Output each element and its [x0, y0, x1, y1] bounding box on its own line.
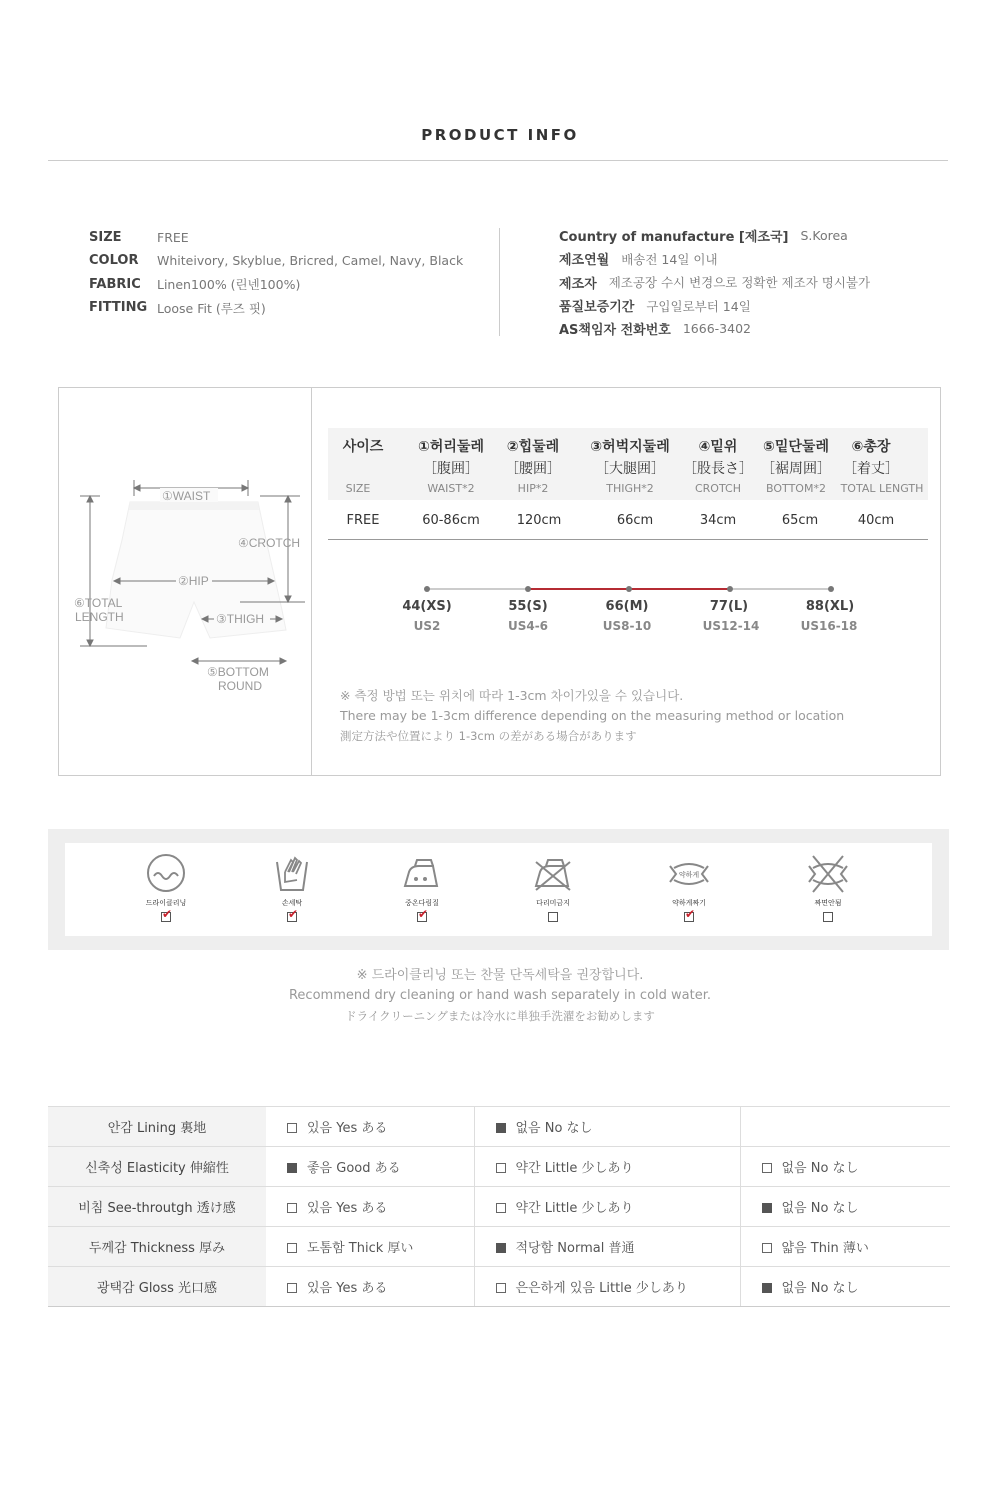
- care-item-wring-gently: [649, 852, 729, 922]
- attribute-option-label: 없음 No なし: [515, 1121, 593, 1136]
- note-line-en: There may be 1-3cm difference depending on the measuring method or location: [340, 708, 845, 723]
- attribute-option-cell: [266, 1147, 474, 1187]
- header-jp: ［股長さ］: [683, 461, 753, 477]
- attribute-option-cell: [266, 1227, 474, 1267]
- attribute-option-label: 얇음 Thin 薄い: [781, 1241, 869, 1256]
- info-label: 제조연월: [559, 253, 610, 269]
- attribute-option-cell: [740, 1107, 950, 1147]
- header-ko: 사이즈: [342, 439, 384, 455]
- info-row-warranty: [559, 294, 979, 317]
- diagram-label-hip: ②HIP: [178, 574, 209, 588]
- hand-wash-icon: [271, 852, 313, 894]
- attribute-label: 광택감 Gloss 光口感: [48, 1267, 266, 1307]
- scale-us-label: US2: [413, 619, 441, 633]
- attribute-option-label: 있음 Yes ある: [307, 1281, 388, 1296]
- scale-point: [626, 586, 632, 592]
- header-ko: ③허벅지둘레: [590, 439, 670, 455]
- care-checkbox: [287, 907, 299, 922]
- attribute-option-cell: [474, 1147, 740, 1187]
- arrow-head: [192, 658, 198, 664]
- care-checkbox: [684, 907, 696, 922]
- info-label: COLOR: [89, 253, 139, 269]
- scale-point: [424, 586, 430, 592]
- info-row-color: [89, 249, 489, 272]
- info-row-country: [559, 224, 979, 247]
- info-value: 1666-3402: [682, 321, 751, 337]
- info-label: SIZE: [89, 230, 122, 246]
- info-value: FREE: [157, 230, 189, 246]
- attribute-checkbox: [287, 1123, 297, 1133]
- size-panel-divider: [311, 388, 312, 775]
- page-title: PRODUCT INFO: [421, 126, 579, 144]
- info-label: FITTING: [89, 300, 148, 316]
- attribute-option-cell: [740, 1187, 950, 1227]
- info-value: Linen100% (린넨100%): [157, 277, 301, 293]
- header-en: HIP*2: [517, 482, 549, 495]
- care-note-jp: ドライクリーニングまたは冷水に単独手洗濯をお勧めします: [345, 1009, 655, 1023]
- cell-bottom: 65cm: [781, 513, 819, 528]
- cell-crotch: 34cm: [699, 513, 737, 528]
- attribute-option-label: 있음 Yes ある: [307, 1201, 388, 1216]
- diagram-label-bottom-1: ⑤BOTTOM: [207, 665, 269, 679]
- attribute-option-label: 은은하게 있음 Little 少しあり: [515, 1281, 688, 1296]
- info-value: 배송전 14일 이내: [621, 251, 718, 267]
- fabric-attribute-table: [48, 1106, 950, 1307]
- header-ko: ④밑위: [698, 439, 738, 455]
- attribute-checkbox: [287, 1243, 297, 1253]
- header-en: SIZE: [345, 482, 371, 495]
- care-item-dry-clean: [126, 852, 206, 922]
- header-ko: ①허리둘레: [418, 439, 484, 455]
- wring-text: 약하게: [678, 871, 700, 879]
- attribute-option-label: 없음 No なし: [781, 1161, 859, 1176]
- scale-us-label: US16-18: [800, 619, 858, 633]
- attribute-row: [48, 1187, 950, 1227]
- arrow-head: [87, 640, 93, 646]
- info-value: 구입일로부터 14일: [646, 298, 751, 314]
- care-label: 중온다림질: [405, 899, 439, 907]
- check-mark-icon: ✔: [685, 907, 696, 921]
- scale-kr-label: 88(XL): [805, 599, 855, 614]
- attribute-label: 비침 See-throutgh 透け感: [48, 1187, 266, 1227]
- care-label: 약하게짜기: [672, 899, 706, 907]
- arrow-head: [134, 485, 140, 491]
- care-checkbox: [161, 907, 173, 922]
- diagram-label-total-2: LENGTH: [75, 610, 124, 624]
- scale-us-label: US8-10: [602, 619, 652, 633]
- size-table: [328, 428, 928, 540]
- diagram-label-crotch: ④CROTCH: [238, 536, 301, 550]
- scale-us-label: US12-14: [702, 619, 760, 633]
- attribute-checkbox: [496, 1163, 506, 1173]
- info-value: 제조공장 수시 변경으로 정확한 제조자 명시불가: [608, 275, 871, 291]
- info-row-fabric: [89, 273, 489, 296]
- attribute-option-cell: [740, 1147, 950, 1187]
- info-label: 제조자: [559, 276, 597, 292]
- shorts-waistband: [129, 502, 259, 510]
- attribute-option-cell: [266, 1107, 474, 1147]
- attribute-option-label: 약간 Little 少しあり: [515, 1201, 634, 1216]
- size-scale-line: [385, 580, 885, 600]
- no-iron-icon: [532, 852, 574, 894]
- info-row-as-phone: [559, 317, 979, 340]
- diagram-label-waist: ①WAIST: [162, 489, 211, 503]
- attribute-checkbox: [762, 1243, 772, 1253]
- attribute-row: [48, 1227, 950, 1267]
- header-jp: ［大腿囲］: [595, 461, 665, 477]
- attribute-option-cell: [474, 1227, 740, 1267]
- header-en: CROTCH: [694, 482, 741, 495]
- note-line-ko: ※ 측정 방법 또는 위치에 따라 1-3cm 차이가있을 수 있습니다.: [340, 688, 684, 703]
- attribute-option-cell: [266, 1187, 474, 1227]
- care-label: 손세탁: [281, 899, 303, 907]
- care-item-no-iron: [513, 852, 593, 922]
- scale-kr-label: 77(L): [709, 599, 749, 614]
- attribute-checkbox: [496, 1283, 506, 1293]
- care-item-iron-medium: [382, 852, 462, 922]
- header-jp: ［腹囲］: [423, 461, 479, 477]
- info-row-fitting: [89, 296, 489, 319]
- arrow-head: [285, 596, 291, 602]
- attribute-checkbox: [496, 1243, 506, 1253]
- attribute-option-label: 좋음 Good ある: [307, 1161, 401, 1176]
- attribute-checkbox: [496, 1203, 506, 1213]
- iron-medium-icon: [401, 852, 443, 894]
- header-en: BOTTOM*2: [766, 482, 826, 495]
- attribute-option-label: 적당함 Normal 普通: [515, 1241, 635, 1256]
- size-table-row: [328, 500, 928, 540]
- attribute-option-cell: [740, 1227, 950, 1267]
- attribute-option-label: 약간 Little 少しあり: [515, 1161, 634, 1176]
- attribute-option-cell: [474, 1267, 740, 1307]
- attribute-row: [48, 1147, 950, 1187]
- arrow-head: [285, 496, 291, 502]
- attribute-checkbox: [287, 1203, 297, 1213]
- cell-waist: 60-86cm: [422, 513, 480, 528]
- header-jp: ［着丈］: [843, 461, 899, 477]
- attribute-row: [48, 1107, 950, 1147]
- care-note-en: Recommend dry cleaning or hand wash separately in cold water.: [288, 988, 711, 1003]
- attribute-label: 두께감 Thickness 厚み: [48, 1227, 266, 1267]
- care-label: 드라이클리닝: [145, 899, 187, 907]
- attribute-checkbox: [762, 1203, 772, 1213]
- attribute-checkbox: [287, 1163, 297, 1173]
- info-row-date: [559, 247, 979, 270]
- check-mark-icon: ✔: [418, 907, 429, 921]
- wring-gently-icon: [668, 852, 710, 894]
- diagram-label-thigh: ③THIGH: [216, 612, 265, 626]
- cell-total: 40cm: [857, 513, 895, 528]
- diagram-label-bottom-2: ROUND: [218, 679, 262, 693]
- scale-point: [828, 586, 834, 592]
- attribute-option-label: 도톰함 Thick 厚い: [307, 1241, 414, 1256]
- attribute-row: [48, 1267, 950, 1307]
- header-jp: ［裾周囲］: [761, 461, 831, 477]
- header-ko: ②힙둘레: [506, 439, 560, 455]
- care-checkbox: [417, 907, 429, 922]
- attribute-option-cell: [474, 1107, 740, 1147]
- scale-kr-label: 44(XS): [402, 599, 452, 614]
- dry-clean-icon: [145, 852, 187, 894]
- care-label: 다리미금지: [536, 899, 570, 907]
- info-value: S.Korea: [800, 228, 848, 244]
- header-en: WAIST*2: [427, 482, 475, 495]
- info-value: Loose Fit (루즈 핏): [157, 300, 266, 316]
- arrow-head: [242, 485, 248, 491]
- header-ko: ⑥총장: [851, 439, 891, 455]
- no-wring-icon: [807, 852, 849, 894]
- check-mark-icon: ✔: [288, 907, 299, 921]
- info-value: Whiteivory, Skyblue, Bricred, Camel, Navy, Black: [157, 253, 464, 269]
- check-mark-icon: ✔: [162, 907, 173, 921]
- attribute-label: 안감 Lining 裏地: [48, 1107, 266, 1147]
- care-note-ko: ※ 드라이클리닝 또는 찬물 단독세탁을 권장합니다.: [356, 968, 644, 983]
- care-label: 짜면안됨: [814, 899, 842, 907]
- attribute-option-label: 없음 No なし: [781, 1201, 859, 1216]
- header-jp: ［腰囲］: [505, 461, 561, 477]
- attribute-checkbox: [762, 1283, 772, 1293]
- scale-point: [525, 586, 531, 592]
- care-note: [0, 966, 1000, 1026]
- attribute-checkbox: [496, 1123, 506, 1133]
- cell-hip: 120cm: [516, 513, 562, 528]
- arrow-head: [87, 496, 93, 502]
- info-left-list: [89, 226, 489, 319]
- header-ko: ⑤밑단둘레: [763, 439, 829, 455]
- diagram-label-total-1: ⑥TOTAL: [74, 596, 123, 610]
- attribute-option-label: 있음 Yes ある: [307, 1121, 388, 1136]
- info-divider: [499, 228, 500, 336]
- scale-us-label: US4-6: [507, 619, 549, 633]
- info-row-size: [89, 226, 489, 249]
- attribute-option-cell: [474, 1187, 740, 1227]
- note-line-jp: 測定方法や位置により 1-3cm の差がある場合があります: [340, 729, 637, 743]
- cell-thigh: 66cm: [616, 513, 654, 528]
- care-checkbox: [548, 912, 558, 922]
- size-scale: [385, 580, 885, 640]
- cell-size: FREE: [346, 513, 380, 528]
- info-row-maker: [559, 271, 979, 294]
- header-en: TOTAL LENGTH: [840, 482, 924, 495]
- info-label: Country of manufacture [제조국]: [559, 230, 789, 246]
- attribute-label: 신축성 Elasticity 伸縮性: [48, 1147, 266, 1187]
- attribute-option-cell: [740, 1267, 950, 1307]
- care-item-no-wring: [788, 852, 868, 922]
- info-label: AS책임자 전화번호: [559, 323, 671, 339]
- care-item-hand-wash: [252, 852, 332, 922]
- header-en: THIGH*2: [606, 482, 654, 495]
- attribute-checkbox: [762, 1163, 772, 1173]
- arrow-head: [280, 658, 286, 664]
- shorts-measure-diagram: [60, 470, 310, 700]
- scale-kr-label: 66(M): [605, 599, 649, 614]
- info-label: 품질보증기간: [559, 300, 635, 316]
- attribute-checkbox: [287, 1283, 297, 1293]
- title-divider: [48, 160, 948, 161]
- info-right-list: [559, 224, 979, 340]
- care-checkbox: [823, 912, 833, 922]
- attribute-option-cell: [266, 1267, 474, 1307]
- info-label: FABRIC: [89, 276, 141, 292]
- measure-note: [340, 686, 920, 746]
- attribute-option-label: 없음 No なし: [781, 1281, 859, 1296]
- scale-kr-label: 55(S): [508, 599, 548, 614]
- size-table-header: [328, 428, 928, 500]
- scale-point: [727, 586, 733, 592]
